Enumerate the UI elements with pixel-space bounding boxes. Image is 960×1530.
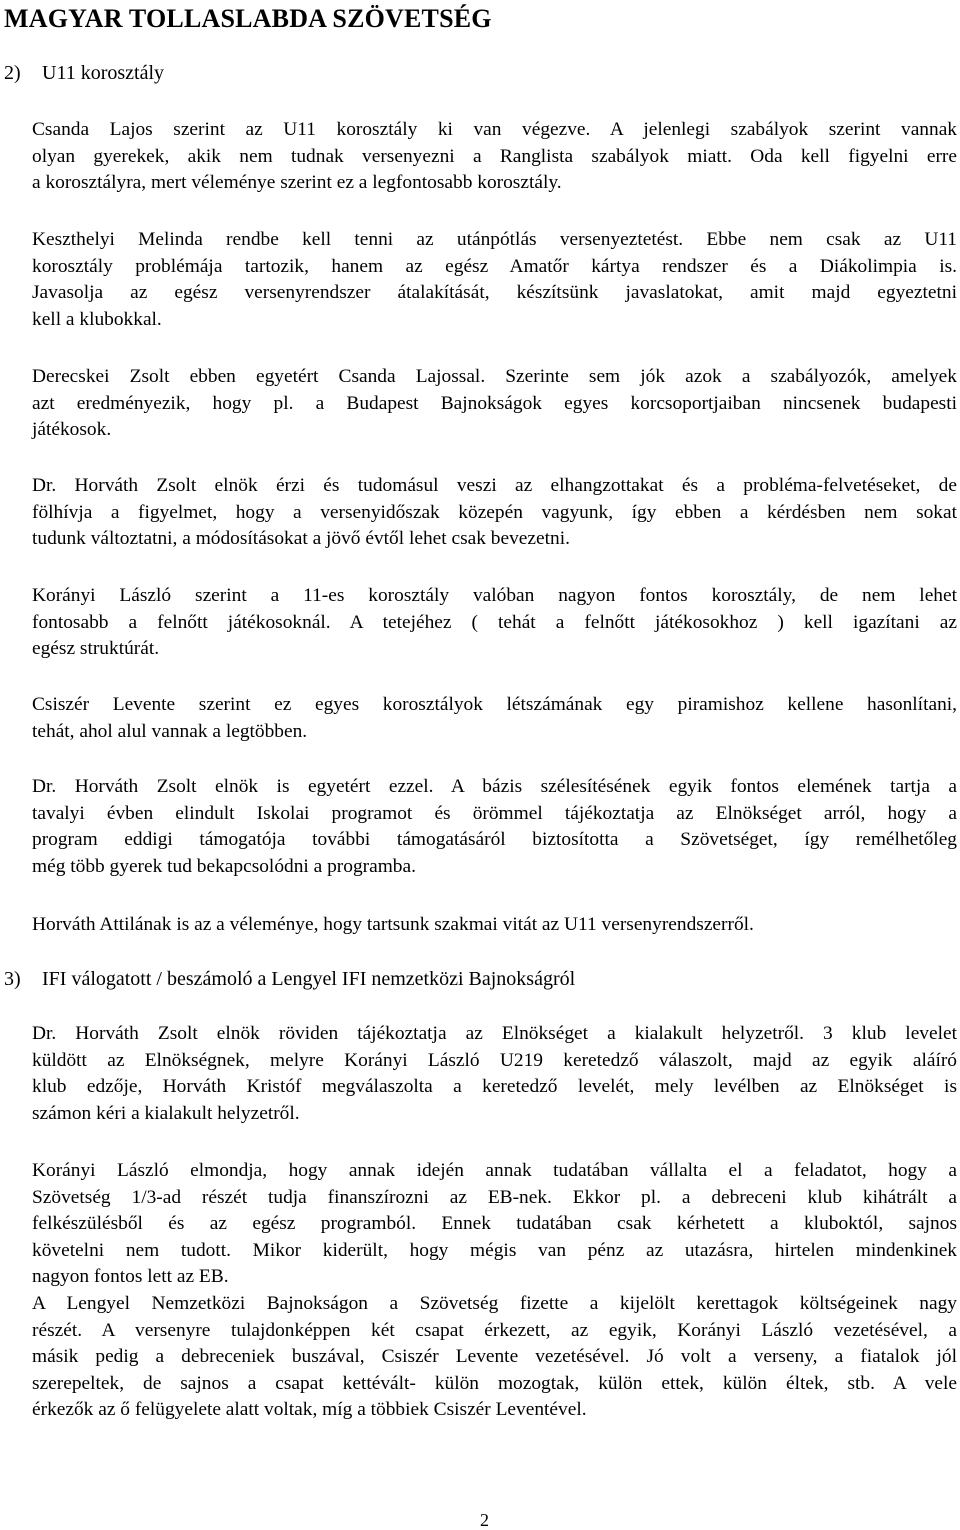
paragraph-line: A Lengyel Nemzetközi Bajnokságon a Szövetség fizette a kijelölt kerettagok költségeinek nagy: [32, 1293, 957, 1314]
paragraph-line: Csanda Lajos szerint az U11 korosztály ki van végezve. A jelenlegi szabályok szerint vannak: [32, 119, 957, 140]
section-number: 3): [4, 968, 21, 990]
paragraph: [32, 912, 957, 939]
paragraph-line: Keszthelyi Melinda rendbe kell tenni az utánpótlás versenyeztetést. Ebbe nem csak az U11: [32, 229, 957, 250]
paragraph-line: fölhívja a figyelmet, hogy a versenyidőszak közepén vagyunk, így ebben a kérdésben nem sokat: [32, 501, 957, 523]
paragraph-line: szerepeltek, de sajnos a csapat kettévált- külön mozogtak, külön ettek, külön éltek, stb. A vele: [32, 1372, 957, 1394]
paragraph-line: nagyon fontos lett az EB.: [32, 1266, 229, 1288]
paragraph-line: Horváth Attilának is az a véleménye, hogy tartsunk szakmai vitát az U11 versenyrendszerről.: [32, 914, 754, 935]
paragraph-line: tavalyi évben elindult Iskolai programot és örömmel tájékoztatja az Elnökséget arról, hogy a: [32, 802, 957, 824]
paragraph-line: Korányi László elmondja, hogy annak idején annak tudatában vállalta el a feladatot, hogy a: [32, 1160, 957, 1181]
paragraph: [32, 1158, 957, 1291]
paragraph-line: Szövetség 1/3-ad részét tudja finanszírozni az EB-nek. Ekkor pl. a debreceni klub kihátrált a: [32, 1186, 957, 1208]
section-heading-text: U11 korosztály: [42, 62, 165, 84]
paragraph: [32, 583, 957, 663]
section-heading-2: [4, 60, 164, 86]
paragraph-line: tehát, ahol alul vannak a legtöbben.: [32, 720, 308, 742]
paragraph-line: azt eredményezik, hogy pl. a Budapest Bajnokságok egyes korcsoportjaiban nincsenek budapesti: [32, 392, 957, 414]
paragraph-line: Csiszér Levente szerint ez egyes korosztályok létszámának egy piramishoz kellene hasonlítani,: [32, 694, 957, 715]
paragraph-line: program eddigi támogatója további támogatásáról biztosította a Szövetséget, így remélhetőleg: [32, 829, 957, 851]
section-heading-text: IFI válogatott / beszámoló a Lengyel IFI nemzetközi Bajnokságról: [42, 968, 576, 990]
paragraph-line: számon kéri a kialakult helyzetről.: [32, 1102, 300, 1124]
page-number: 2: [480, 1510, 489, 1530]
paragraph-line: Javasolja az egész versenyrendszer átalakítását, készítsünk javaslatokat, amit majd egyeztetni: [32, 282, 957, 304]
paragraph: [32, 692, 957, 745]
paragraph-line: fontosabb a felnőtt játékosoknál. A tetejéhez ( tehát a felnőtt játékosokhoz ) kell igazítani az: [32, 611, 957, 633]
section-heading-3: [4, 966, 575, 992]
paragraph-line: kell a klubokkal.: [32, 308, 162, 330]
paragraph-line: Korányi László szerint a 11-es korosztály valóban nagyon fontos korosztály, de nem lehet: [32, 585, 957, 606]
paragraph-line: tudunk változtatni, a módosításokat a jövő évtől lehet csak bevezetni.: [32, 528, 570, 550]
paragraph-line: Dr. Horváth Zsolt elnök érzi és tudomásul veszi az elhangzottakat és a probléma-felvetéseket, de: [32, 475, 957, 496]
paragraph-line: klub edzője, Horváth Kristóf megválaszolta a keretedző levelét, mely levélben az Elnökséget is: [32, 1076, 957, 1098]
paragraph-line: felkészülésből és az egész programból. Ennek tudatában csak kérhetett a kluboktól, sajnos: [32, 1213, 957, 1235]
paragraph-line: a korosztályra, mert véleménye szerint ez a legfontosabb korosztály.: [32, 172, 562, 194]
paragraph: [32, 473, 957, 553]
paragraph: [32, 227, 957, 333]
paragraph-line: küldött az Elnökségnek, melyre Korányi László U219 keretedző válaszolt, majd az egyik aláíró: [32, 1049, 957, 1071]
paragraph: [32, 774, 957, 880]
paragraph-line: részét. A versenyre tulajdonképpen két csapat érkezett, az egyik, Korányi László vezetésével, a: [32, 1319, 957, 1341]
paragraph: [32, 1291, 957, 1424]
paragraph-line: érkezők az ő felügyelete alatt voltak, míg a többiek Csiszér Leventével.: [32, 1399, 587, 1421]
paragraph-line: egész struktúrát.: [32, 638, 160, 660]
paragraph: [32, 1021, 957, 1127]
paragraph-line: Dr. Horváth Zsolt elnök is egyetért ezzel. A bázis szélesítésének egyik fontos elemének tartja a: [32, 776, 957, 797]
paragraph: [32, 117, 957, 197]
document-title: MAGYAR TOLLASLABDA SZÖVETSÉG: [4, 4, 492, 33]
paragraph-line: még több gyerek tud bekapcsolódni a programba.: [32, 855, 416, 877]
paragraph-line: másik pedig a debreceniek buszával, Csiszér Levente vezetésével. Jó volt a verseny, a fiatalok jól: [32, 1346, 957, 1368]
paragraph-line: követelni nem tudott. Mikor kiderült, hogy mégis van pénz az utazásra, hirtelen mindenkinek: [32, 1239, 957, 1261]
section-number: 2): [4, 62, 21, 84]
paragraph-line: korosztály problémája tartozik, hanem az egész Amatőr kártya rendszer és a Diákolimpia is.: [32, 255, 957, 277]
paragraph-line: olyan gyerekek, akik nem tudnak versenyezni a Ranglista szabályok miatt. Oda kell figyelni erre: [32, 145, 957, 167]
paragraph-line: játékosok.: [32, 419, 112, 441]
paragraph-line: Dr. Horváth Zsolt elnök röviden tájékoztatja az Elnökséget a kialakult helyzetről. 3 klub levelet: [32, 1023, 957, 1044]
paragraph-line: Derecskei Zsolt ebben egyetért Csanda Lajossal. Szerinte sem jók azok a szabályozók, amelyek: [32, 366, 957, 387]
paragraph: [32, 364, 957, 444]
